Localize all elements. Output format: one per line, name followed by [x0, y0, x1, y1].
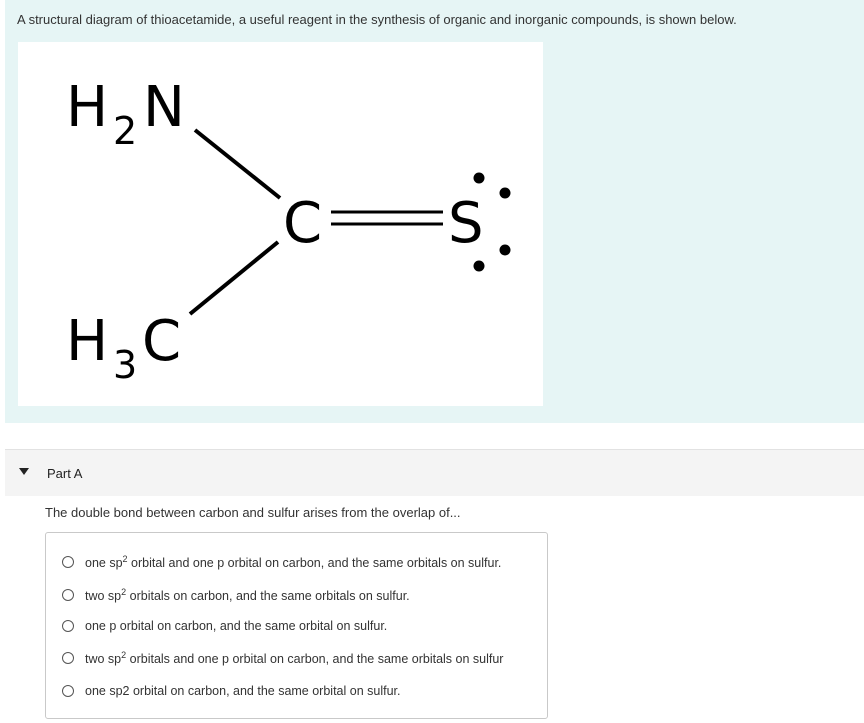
amine-n-label: N	[143, 75, 185, 140]
sulfur-lone-pair-electron-top	[474, 173, 485, 184]
radio-button-icon[interactable]	[62, 685, 74, 697]
amine-h-label: H	[66, 75, 109, 140]
central-carbon-label: C	[283, 191, 323, 256]
choice-label: one $sp^2$ orbital and one p orbital on carbon, and the same orbitals on sulfur.	[85, 553, 502, 571]
sulfur-lone-pair-electron-right-bottom	[500, 245, 511, 256]
answer-choices	[45, 532, 548, 719]
intro-panel	[5, 0, 864, 423]
sulfur-lone-pair-electron-bottom	[474, 261, 485, 272]
choice-option-3[interactable]	[62, 615, 387, 637]
n-c-single-bond	[195, 130, 280, 198]
structure-diagram	[18, 42, 543, 406]
radio-button-icon[interactable]	[62, 556, 74, 568]
choice-option-2[interactable]	[62, 584, 410, 606]
amine-subscript-label: 2	[113, 109, 138, 153]
radio-button-icon[interactable]	[62, 589, 74, 601]
radio-button-icon[interactable]	[62, 620, 74, 632]
thioacetamide-structure-figure	[18, 42, 543, 406]
methyl-subscript-label: 3	[113, 343, 138, 387]
choice-label: one p orbital on carbon, and the same orbital on sulfur.	[85, 619, 388, 633]
methyl-c-label: C	[142, 309, 182, 374]
choice-option-4[interactable]	[62, 647, 503, 669]
question-text: The double bond between carbon and sulfur arises from the overlap of...	[45, 505, 461, 520]
intro-text: A structural diagram of thioacetamide, a useful reagent in the synthesis of organic and inorganic compounds, is shown below.	[17, 12, 737, 27]
choice-label: two $sp^2$ orbitals on carbon, and the same orbitals on sulfur.	[85, 586, 410, 604]
sulfur-label: S	[448, 191, 484, 256]
radio-button-icon[interactable]	[62, 652, 74, 664]
collapse-caret-icon[interactable]	[19, 468, 29, 475]
choice-label: two $sp^2$ orbitals and one p orbital on carbon, and the same orbitals on sulfur	[85, 649, 504, 667]
choice-option-5[interactable]	[62, 680, 400, 702]
part-title: Part A	[47, 466, 83, 481]
part-a-header[interactable]	[5, 449, 864, 496]
choice-label: one sp2 orbital on carbon, and the same orbital on sulfur.	[85, 684, 401, 698]
methyl-h-label: H	[66, 309, 109, 374]
c-c-single-bond	[190, 242, 278, 314]
sulfur-lone-pair-electron-right-top	[500, 188, 511, 199]
choice-option-1[interactable]	[62, 551, 501, 573]
